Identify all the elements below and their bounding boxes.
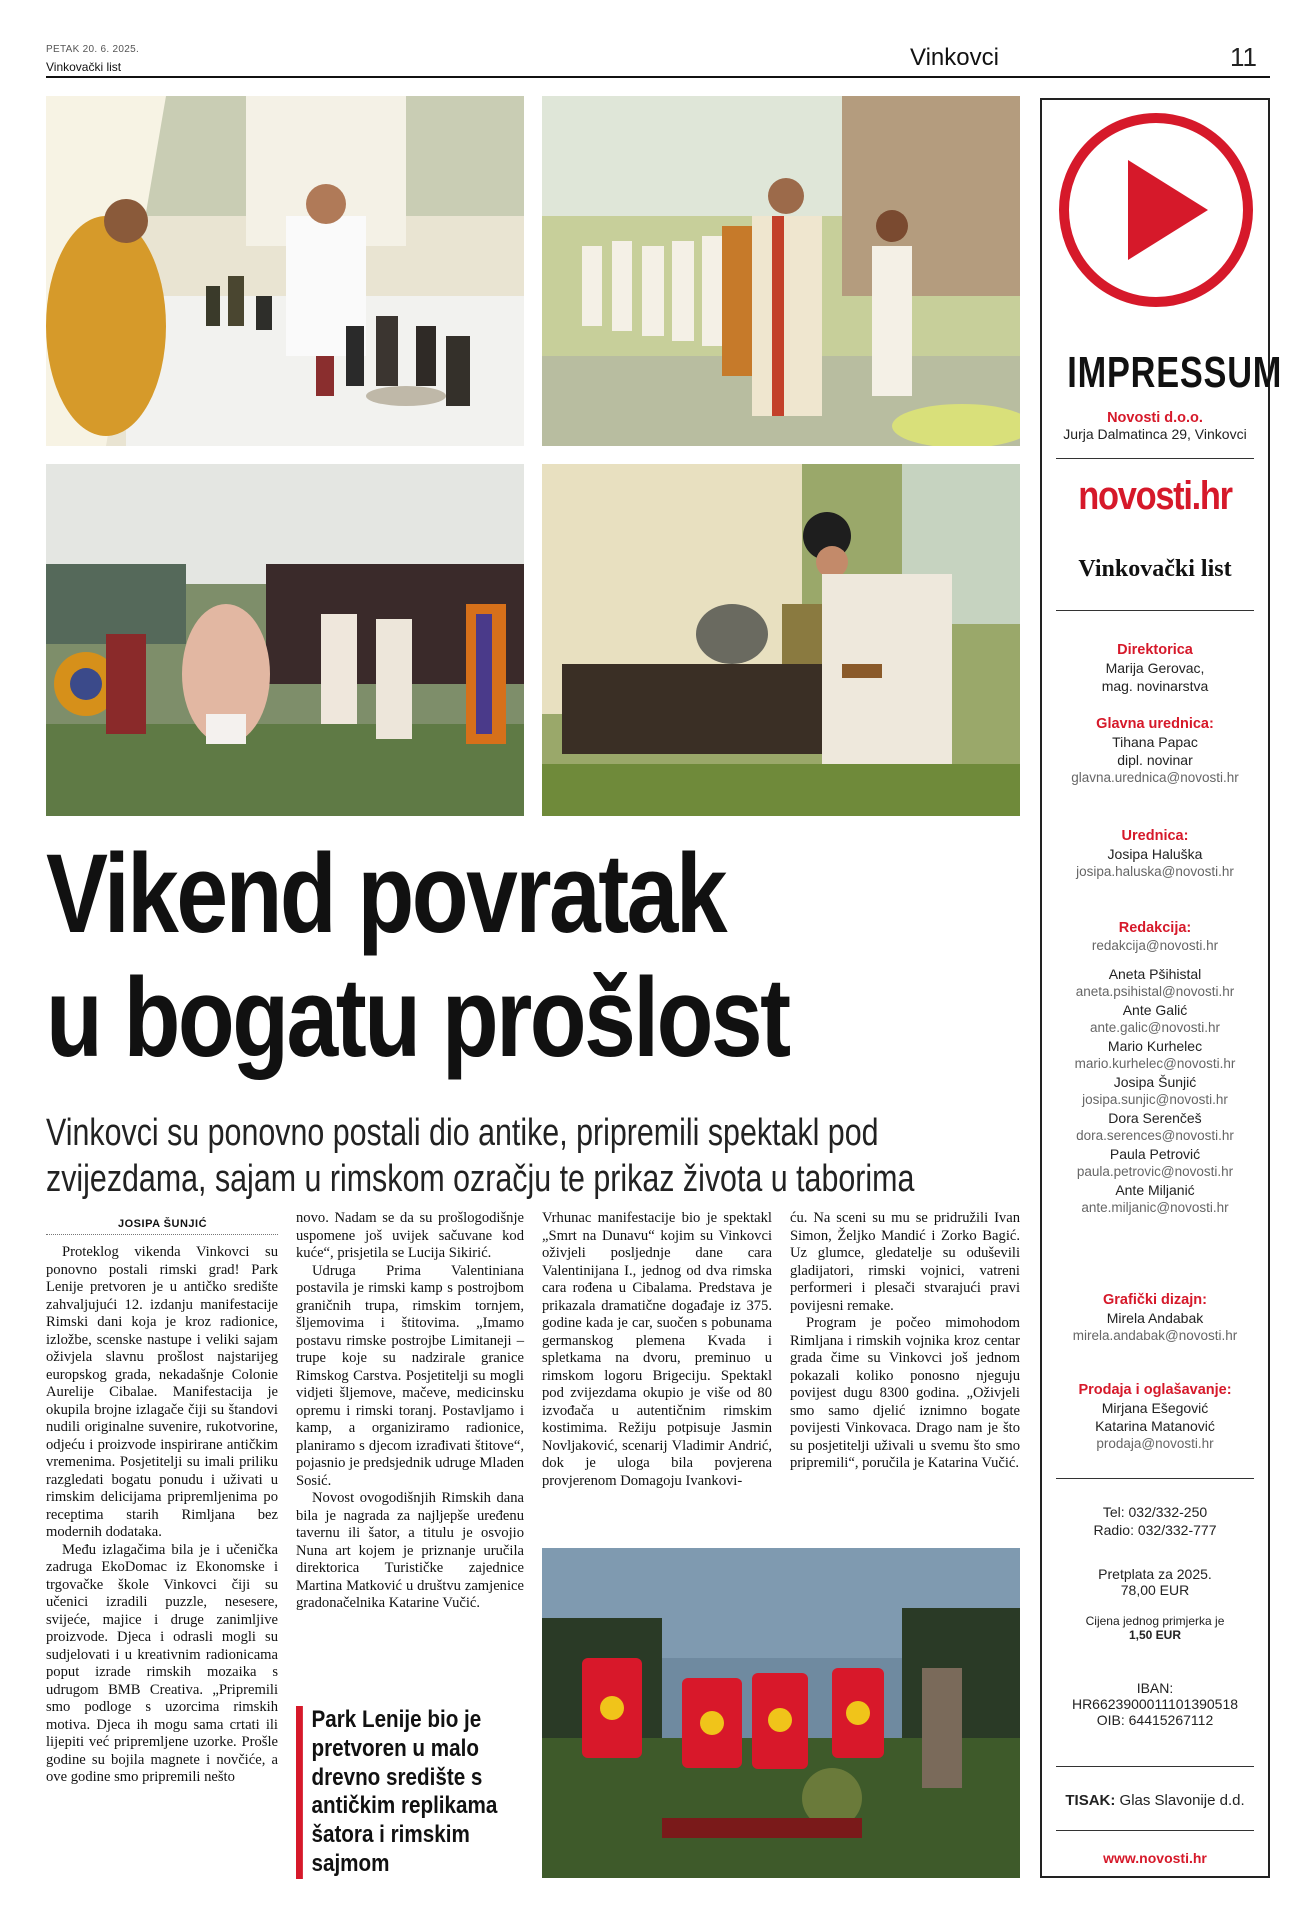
staff-email[interactable]: mario.kurhelec@novosti.hr <box>1074 1056 1236 1071</box>
single-price-label: Cijena jednog primjerka je <box>1085 1614 1225 1628</box>
staff-name: Dora Serenčeš <box>1108 1110 1202 1126</box>
headline-line-1: Vikend povratak <box>46 831 726 956</box>
iban: HR6623900011101390518 <box>1071 1696 1239 1712</box>
print-info <box>1042 1792 1268 1809</box>
design-name: Mirela Andabak <box>1106 1310 1204 1326</box>
sales-email[interactable]: prodaja@novosti.hr <box>1096 1436 1214 1451</box>
staff-email[interactable]: aneta.psihistal@novosti.hr <box>1075 984 1235 999</box>
subscription-price: 78,00 EUR <box>1120 1582 1190 1598</box>
deck <box>46 1110 934 1203</box>
radio-phone: Radio: 032/332-777 <box>1093 1522 1217 1538</box>
chief-editor-email[interactable]: glavna.urednica@novosti.hr <box>1071 770 1239 785</box>
phone: Tel: 032/332-250 <box>1102 1504 1208 1520</box>
staff-email[interactable]: ante.miljanic@novosti.hr <box>1081 1200 1229 1215</box>
paper-name: Vinkovački list <box>46 60 122 74</box>
oib: OIB: 64415267112 <box>1096 1712 1214 1728</box>
deck-line-1: Vinkovci su ponovno postali dio antike, pripremili spektakl pod <box>46 1112 879 1154</box>
director-label: Direktorica <box>1117 642 1193 658</box>
sales-name-2: Katarina Matanović <box>1095 1418 1215 1434</box>
divider <box>1056 610 1254 611</box>
company-name: Novosti d.o.o. <box>1107 410 1203 426</box>
paragraph: Vrhunac manifestacije bio je spektakl „Smrt na Dunavu“ kojim su Vinkovci oživjeli posljednje dane cara Valentinijana I., jednog od dva rimska cara rođena u Cibalama. Predstava je prikazala dramatične događaje iz 375. godine kada je car, suočen s pobunama germanskog plemena Kvada i spletkama na dvoru, preminuo u rimskom logoru Brigeciju. Spektakl pod zvijezdama okupio je više od 80 izvođača u autentičnim rimskim kostimima. Režiju potpisuje Jasmin Novljaković, scenarij Vladimir Andrić, dok je uloga bila povjerena provjerenom Domagoju Ivankovi- <box>542 1210 772 1489</box>
staff-name: Mario Kurhelec <box>1107 1038 1203 1054</box>
divider <box>1056 1830 1254 1831</box>
paper-logo: Vinkovački list <box>1078 556 1232 582</box>
header-rule <box>46 76 1270 78</box>
headline-line-2: u bogatu prošlost <box>46 955 789 1080</box>
headline <box>46 831 859 1080</box>
single-price: 1,50 EUR <box>1128 1628 1182 1642</box>
deck-line-2: zvijezdama, sajam u rimskom ozračju te prikaz života u taborima <box>46 1158 915 1201</box>
print-value: Glas Slavonije d.d. <box>1119 1792 1245 1809</box>
website-link[interactable]: www.novosti.hr <box>1103 1850 1207 1866</box>
article-column-2 <box>296 1210 524 1613</box>
paragraph: Program je počeo mimohodom Rimljana i rimskih vojnika kroz centar grada čime su Vinkovci još jednom pokazali koliko ponosno njeguju povijest dugu 8300 godina. „Oživjeli smo samo djelić iznimno bogate povijesti Vinkovaca. Drago nam je što su posjetitelji uživali u svemu što smo pripremili“, poručila je Katarina Vučić. <box>790 1315 1020 1471</box>
chief-editor-label: Glavna urednica: <box>1096 716 1214 732</box>
divider <box>1056 1766 1254 1767</box>
editor-email[interactable]: josipa.haluska@novosti.hr <box>1076 864 1234 879</box>
impressum-title: IMPRESSUM <box>1067 348 1283 397</box>
page-number: 11 <box>1230 42 1257 72</box>
newsroom-email[interactable]: redakcija@novosti.hr <box>1091 938 1219 953</box>
staff-email[interactable]: paula.petrovic@novosti.hr <box>1076 1164 1234 1179</box>
staff-name: Paula Petrović <box>1109 1146 1201 1162</box>
novosti-logo: novosti.hr <box>1078 474 1232 518</box>
director-title: mag. novinarstva <box>1101 678 1209 694</box>
gladiator-wrestling-photo <box>46 464 524 816</box>
paragraph: ću. Na sceni su mu se pridružili Ivan Simon, Željko Mandić i Zorko Bagić. Uz glumce, gledatelje su oduševili gladijatori, rimski vojnici, vatreni performeri i plesači stvarajući pravi povijesni remake. <box>790 1210 1020 1314</box>
article-column-1 <box>46 1244 278 1787</box>
design-label: Grafički dizajn: <box>1103 1292 1207 1308</box>
pull-quote: Park Lenije bio je pretvoren u malo drevno središte s antičkim replikama šatora i rimskim sajmom <box>296 1706 511 1879</box>
play-icon <box>1058 112 1254 308</box>
paragraph: Udruga Prima Valentiniana postavila je rimski kamp s postrojbom graničnih trupa, rimskim tornjem, šljemovima i štitovima. „Imamo postavu rimske postrojbe Limitaneji – trupe koje su nadzirale granice Rimskog Carstva. Posjetitelji su mogli vidjeti šljemove, mačeve, medicinsku opremu i rimski toranj. Postavljamo i kamp, a organiziramo radionice, planiramo s djecom izrađivati štitove“, pojasnio je predsjednik udruge Mladen Sosić. <box>296 1262 524 1489</box>
chief-editor-name: Tihana Papac <box>1112 734 1198 750</box>
chief-editor-title: dipl. novinar <box>1117 752 1193 768</box>
paragraph: Među izlagačima bila je i učenička zadruga EkoDomac iz Ekonomske i trgovačke škole Vinkovci čiji su učenici izradili puzzle, nesesere, svijeće, majice i druge zanimljive proizvode. Djeca i odrasli mogli su sudjelovati i u kreativnim radionicama poput izrade rimskih mozaika s udrugom BMB Creativa. „Pripremili smo podloge s uzorcima rimskih motiva. Djeca ih mogu sama crtati ili lijepiti već pripremljene uzorke. Prošle godine su bojila magnete i novčiće, a ove godine smo pripremili nešto <box>46 1541 278 1785</box>
staff-email[interactable]: ante.galic@novosti.hr <box>1089 1020 1221 1035</box>
newsroom-label: Redakcija: <box>1118 920 1192 936</box>
issue-date: PETAK 20. 6. 2025. <box>46 44 140 55</box>
company-address: Jurja Dalmatinca 29, Vinkovci <box>1063 426 1247 442</box>
impressum-panel <box>1040 98 1283 1878</box>
paragraph: Novost ovogodišnjih Rimskih dana bila je nagrada za najljepše uređenu tavernu ili šator, a titulu je osvojio Nuna art kojem je priznanje uručila direktorica Turističke zajednice Martina Matković u društvu zamjenice gradonačelnika Katarine Vučić. <box>296 1490 524 1611</box>
paragraph: Proteklog vikenda Vinkovci su ponovno postali rimski grad! Park Lenije pretvoren je u antičko središte zahvaljujući 12. izdanju manifestacije Rimski dani koja je kroz radionice, izložbe, scenske nastupe i veliki sajam oživjela slavnu prošlost najstarijeg europskog grada, nekadašnje Colonie Aurelije Cibalae. Manifestacija je okupila brojne izlagače čiji su štandovi nudili originalne suvenire, rukotvorine, odjeću i proizvode inspirirane antičkim vremenima. Posjetitelji su imali priliku razgledati bogatu ponudu i uživati u rimskim delicijama pripremljenima po receptima starih Rimljana bez modernih dodataka. <box>46 1244 278 1540</box>
divider <box>1056 1478 1254 1479</box>
roman-procession-photo <box>542 96 1020 446</box>
article-column-3 <box>542 1210 772 1490</box>
staff-email[interactable]: dora.serences@novosti.hr <box>1076 1128 1234 1143</box>
subscription-label: Pretplata za 2025. <box>1098 1566 1212 1582</box>
byline-rule <box>46 1234 278 1235</box>
staff-name: Ante Miljanić <box>1115 1182 1195 1198</box>
author-byline: JOSIPA ŠUNJIĆ <box>118 1218 208 1230</box>
article-column-4 <box>790 1210 1020 1473</box>
editor-label: Urednica: <box>1121 828 1189 844</box>
sales-label: Prodaja i oglašavanje: <box>1078 1382 1232 1398</box>
iban-label: IBAN: <box>1136 1680 1174 1696</box>
design-email[interactable]: mirela.andabak@novosti.hr <box>1072 1328 1238 1343</box>
roman-market-stall-photo <box>46 96 524 446</box>
paragraph: novo. Nadam se da su prošlogodišnje uspomene još uvijek sačuvane kod kuće“, prisjetila se Lucija Sikirić. <box>296 1210 524 1261</box>
night-battle-reenactment-photo <box>542 1548 1020 1878</box>
divider <box>1056 458 1254 459</box>
roman-camp-craftsman-photo <box>542 464 1020 816</box>
director-name: Marija Gerovac, <box>1105 660 1205 676</box>
sales-name-1: Mirjana Ešegović <box>1101 1400 1209 1416</box>
staff-email[interactable]: josipa.sunjic@novosti.hr <box>1082 1092 1228 1107</box>
staff-name: Aneta Pšihistal <box>1108 966 1202 982</box>
print-label: TISAK: <box>1065 1792 1116 1809</box>
editor-name: Josipa Haluška <box>1107 846 1203 862</box>
staff-name: Ante Galić <box>1122 1002 1188 1018</box>
staff-name: Josipa Šunjić <box>1113 1074 1197 1090</box>
section-title: Vinkovci <box>910 44 999 71</box>
